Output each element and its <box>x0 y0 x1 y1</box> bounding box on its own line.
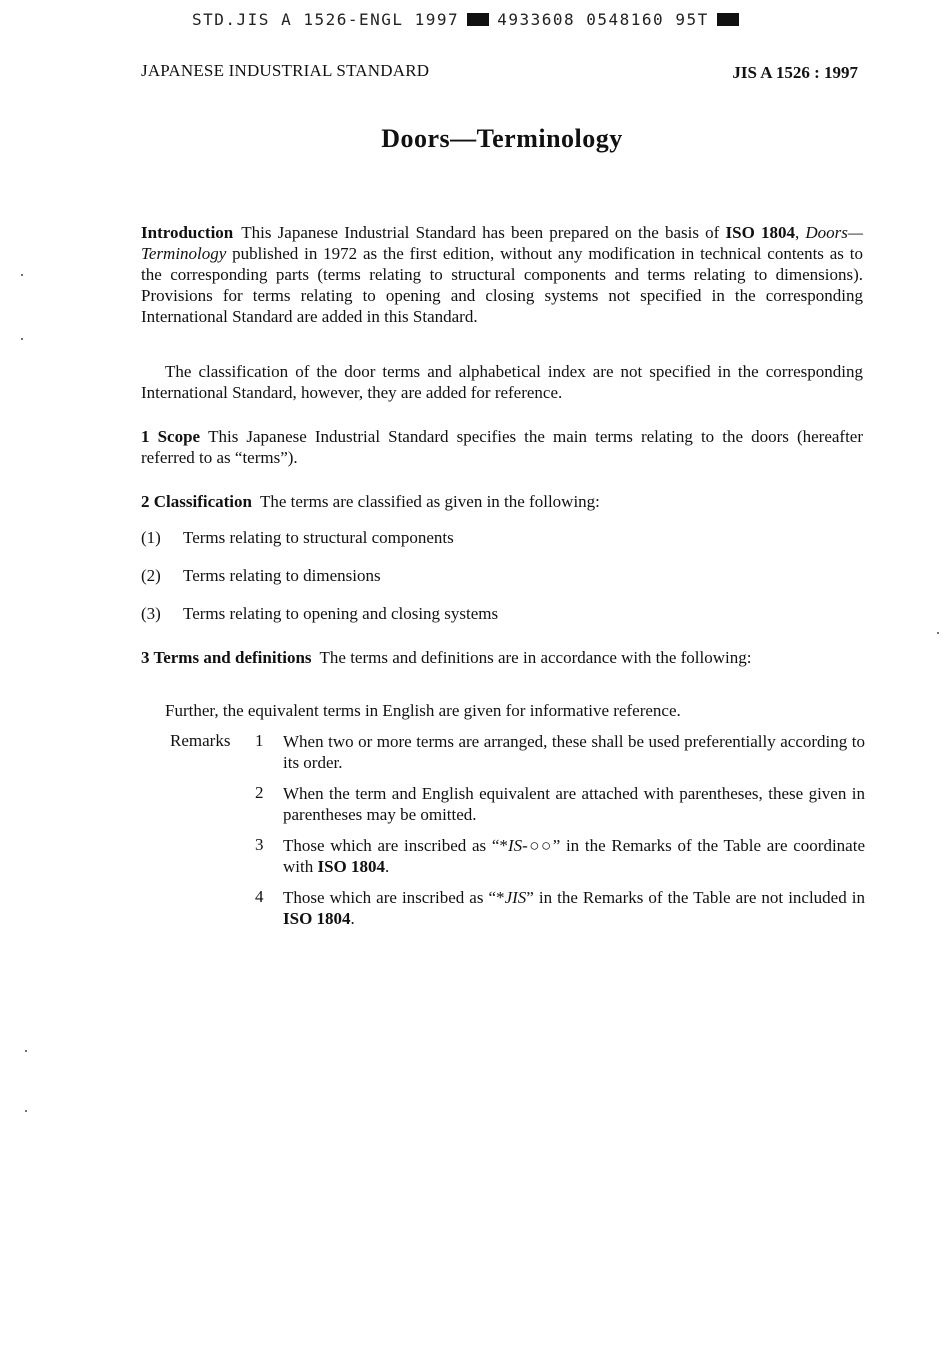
scan-speck <box>937 632 939 634</box>
scan-speck <box>21 338 23 340</box>
scope-text: This Japanese Industrial Standard specifies the main terms relating to the doors (hereafter referred to as “terms”). <box>141 427 864 467</box>
document-id: STD.JIS A 1526-ENGL 1997 <box>192 10 460 29</box>
iso-ref: ISO 1804 <box>283 909 351 928</box>
redaction-block <box>717 13 739 26</box>
document-code: 4933608 0548160 95T <box>497 10 709 29</box>
intro-text: , <box>794 223 806 242</box>
remark-number: 4 <box>255 887 264 906</box>
list-number: (3) <box>141 604 161 623</box>
list-item <box>141 604 498 624</box>
remark-text: When two or more terms are arranged, these shall be used preferentially according to its order. <box>283 732 865 772</box>
list-text: Terms relating to structural components <box>183 528 454 547</box>
remark-text: When the term and English equivalent are attached with parentheses, these given in parentheses may be omitted. <box>283 784 865 824</box>
intro-text: published in 1972 as the first edition, without any modification in technical contents as to the corresponding parts (terms relating to structural components and terms relating to dimensions). Provisions for terms relating to opening and closing systems not specified in the corresponding International Standard are added in this Standard. <box>141 244 863 326</box>
terms-section <box>141 647 863 668</box>
list-item <box>141 528 454 548</box>
intro-text: This Japanese Industrial Standard has been prepared on the basis of <box>241 223 726 242</box>
remark-text <box>283 835 865 877</box>
iso-title: Doors—Terminology <box>141 223 864 263</box>
remark-number: 3 <box>255 835 264 854</box>
remark-text <box>283 887 865 929</box>
list-text: Terms relating to dimensions <box>183 566 381 585</box>
remark-italic: IS <box>507 836 523 855</box>
scope-heading: 1 Scope <box>141 427 201 446</box>
list-number: (1) <box>141 528 161 547</box>
classification-section <box>141 491 863 512</box>
iso-ref: ISO 1804 <box>317 857 386 876</box>
remark-fragment: . <box>350 909 355 928</box>
intro-paragraph-2: The classification of the door terms and alphabetical index are not specified in the corresponding International Standard, however, they are added for reference. <box>141 362 863 402</box>
scan-speck <box>25 1110 27 1112</box>
page-title: Doors—Terminology <box>381 124 623 153</box>
terms-text: The terms and definitions are in accordance with the following: <box>319 648 752 667</box>
remark-italic: JIS <box>504 888 527 907</box>
remark-fragment: . <box>385 857 390 876</box>
remark-number: 1 <box>255 731 264 750</box>
intro-paragraph <box>141 222 863 327</box>
list-item <box>141 566 381 586</box>
remark-fragment: Those which are inscribed as “* <box>283 888 505 907</box>
remark-fragment: ” in the Remarks of the Table are not included in <box>526 888 865 907</box>
list-text: Terms relating to opening and closing systems <box>183 604 499 623</box>
remark-fragment: -○○” in the Remarks of the Table are coordinate with <box>283 836 865 876</box>
remark-fragment: Those which are inscribed as “* <box>283 836 508 855</box>
standard-name: JAPANESE INDUSTRIAL STANDARD <box>141 61 430 80</box>
document-id-strip <box>192 10 747 29</box>
classification-text: The terms are classified as given in the following: <box>259 492 600 511</box>
iso-ref: ISO 1804 <box>725 223 795 242</box>
redaction-block <box>467 13 489 26</box>
remark-number: 2 <box>255 783 264 802</box>
list-number: (2) <box>141 566 161 585</box>
standard-number: JIS A 1526 : 1997 <box>732 63 858 82</box>
remarks-label: Remarks <box>170 731 231 750</box>
scope-section <box>141 426 863 468</box>
intro-heading: Introduction <box>141 223 234 242</box>
classification-heading: 2 Classification <box>141 492 252 511</box>
scan-speck <box>21 274 23 276</box>
terms-further: Further, the equivalent terms in English are given for informative reference. <box>165 701 681 720</box>
scan-speck <box>25 1050 27 1052</box>
terms-heading: 3 Terms and definitions <box>141 648 312 667</box>
